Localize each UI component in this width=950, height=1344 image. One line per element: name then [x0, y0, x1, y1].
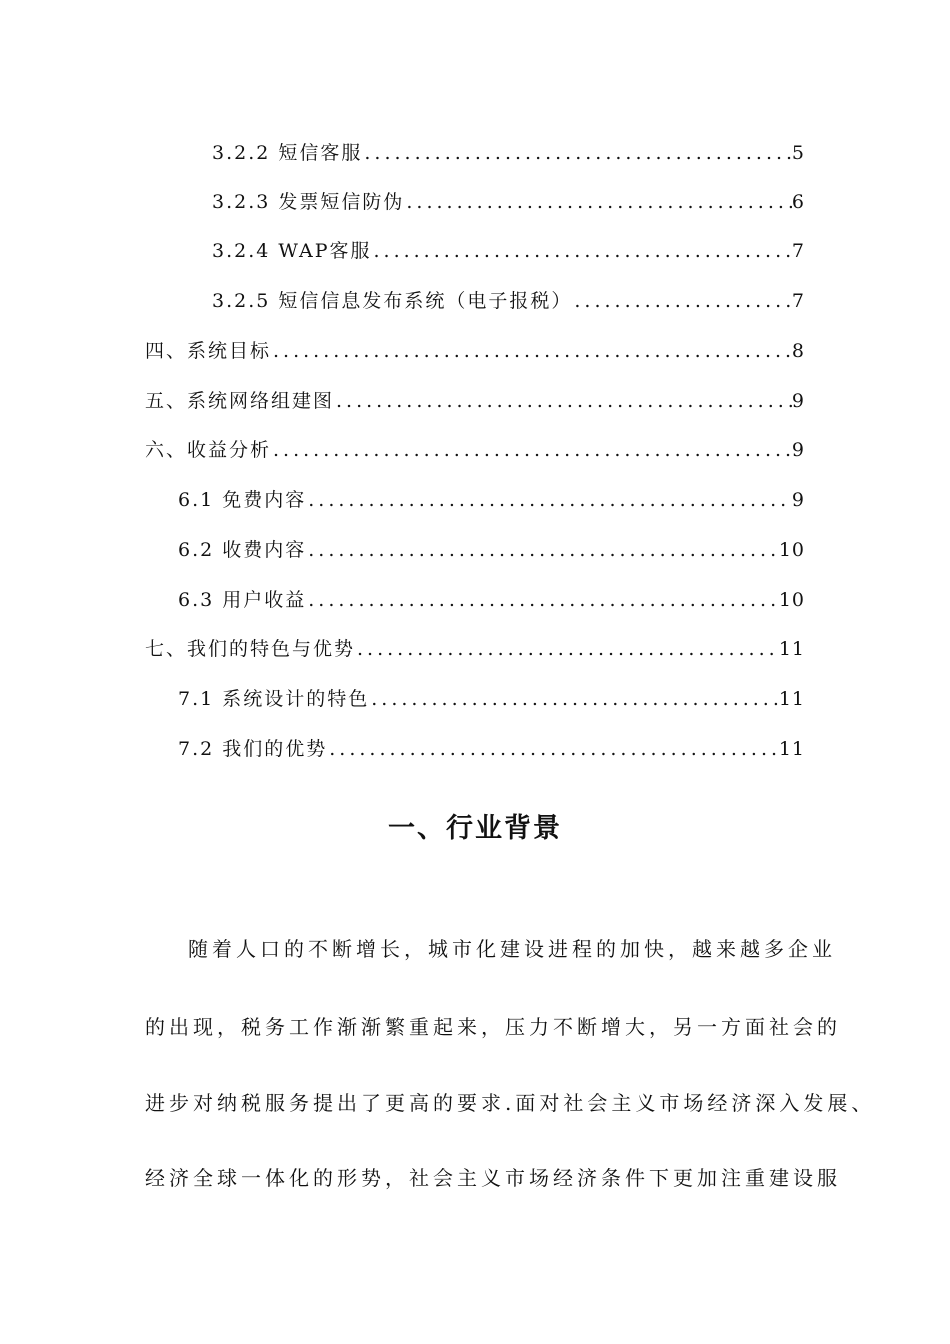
toc-entry[interactable] [145, 634, 805, 664]
toc-entry-page: 11 [778, 738, 805, 760]
toc-entry-label: 6.3 用户收益 [178, 589, 307, 611]
toc-entry-page: 8 [791, 340, 805, 362]
toc-entry[interactable] [178, 684, 805, 714]
toc-entry[interactable] [178, 535, 805, 565]
toc-entry-label: 四、系统目标 [145, 340, 272, 362]
toc-dot-leader [271, 435, 792, 465]
toc-entry-page: 10 [778, 539, 805, 561]
toc-dot-leader [306, 485, 792, 515]
toc-entry-label: 3.2.3 发票短信防伪 [212, 191, 405, 213]
toc-entry-page: 11 [778, 688, 805, 710]
toc-entry[interactable] [212, 286, 805, 316]
toc-entry[interactable] [212, 187, 805, 217]
toc-dot-leader [572, 286, 792, 316]
section-heading: 一、行业背景 [388, 813, 562, 844]
toc-entry-page: 9 [791, 489, 805, 511]
toc-entry-page: 7 [791, 240, 805, 262]
toc-dot-leader [355, 634, 779, 664]
toc-entry-label: 3.2.2 短信客服 [212, 142, 363, 164]
toc-entry-page: 9 [791, 439, 805, 461]
toc-entry-page: 9 [791, 390, 805, 412]
toc-entry[interactable] [145, 386, 805, 416]
toc-dot-leader [271, 336, 792, 366]
toc-entry[interactable] [212, 138, 805, 168]
toc-dot-leader [404, 187, 792, 217]
toc-entry[interactable] [212, 236, 805, 266]
toc-dot-leader [327, 734, 779, 764]
toc-dot-leader [369, 684, 779, 714]
toc-entry-label: 六、收益分析 [145, 439, 272, 461]
toc-entry-page: 11 [778, 638, 805, 660]
toc-entry-label: 6.2 收费内容 [178, 539, 307, 561]
toc-entry-label: 五、系统网络组建图 [145, 390, 335, 412]
toc-entry-page: 10 [778, 589, 805, 611]
toc-entry[interactable] [178, 485, 805, 515]
toc-dot-leader [334, 386, 792, 416]
toc-entry-label: 3.2.4 WAP客服 [212, 240, 372, 262]
toc-entry[interactable] [178, 585, 805, 615]
toc-entry-page: 5 [791, 142, 805, 164]
toc-dot-leader [306, 535, 779, 565]
toc-entry-label: 3.2.5 短信信息发布系统（电子报税） [212, 290, 573, 312]
toc-entry-page: 6 [791, 191, 805, 213]
toc-entry-label: 7.2 我们的优势 [178, 738, 328, 760]
toc-dot-leader [371, 236, 791, 266]
toc-entry-page: 7 [791, 290, 805, 312]
toc-entry[interactable] [145, 336, 805, 366]
toc-dot-leader [362, 138, 792, 168]
paragraph-line: 的出现，税务工作渐渐繁重起来，压力不断增大，另一方面社会的 [145, 1015, 841, 1039]
toc-dot-leader [306, 585, 779, 615]
paragraph-line: 进步对纳税服务提出了更高的要求.面对社会主义市场经济深入发展、 [145, 1091, 876, 1115]
paragraph-line: 随着人口的不断增长，城市化建设进程的加快，越来越多企业 [188, 937, 836, 961]
toc-entry[interactable] [178, 734, 805, 764]
paragraph-line: 经济全球一体化的形势，社会主义市场经济条件下更加注重建设服 [145, 1166, 841, 1190]
toc-entry-label: 6.1 免费内容 [178, 489, 307, 511]
toc-entry[interactable] [145, 435, 805, 465]
toc-entry-label: 7.1 系统设计的特色 [178, 688, 370, 710]
toc-entry-label: 七、我们的特色与优势 [145, 638, 356, 660]
